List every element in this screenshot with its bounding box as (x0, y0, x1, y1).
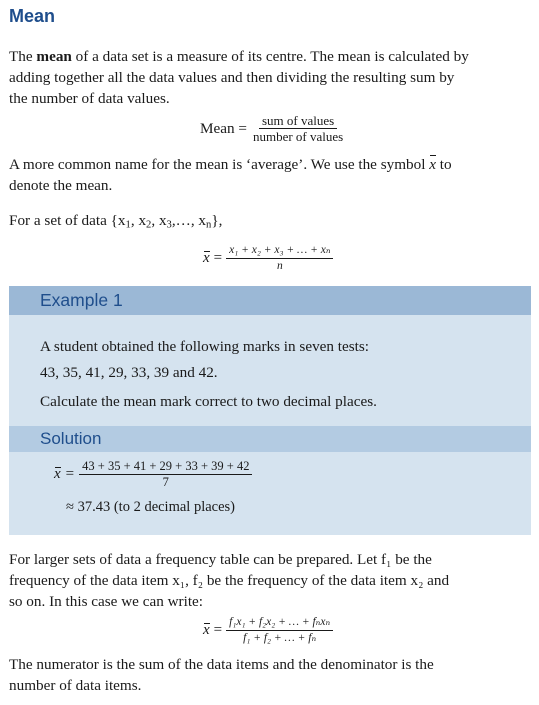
frequency-eq: = (213, 622, 223, 638)
intro-paragraph (9, 46, 531, 109)
intro-line-2: adding together all the data values and then dividing the resulting sum by (9, 69, 455, 86)
average-line-1: A more common name for the mean is ‘average’. We use the symbol x to (9, 156, 452, 173)
xbar-symbol: x (429, 156, 436, 173)
mean-formula (200, 113, 346, 144)
frequency-line-2: frequency of the data item x₁, f₂ be the frequency of the data item x₂ and (9, 572, 450, 589)
section-heading: Mean (9, 6, 56, 26)
xbar-formula-symbol: x (203, 250, 210, 266)
average-line-2: denote the mean. (9, 177, 113, 194)
xbar-numerator: x₁ + x₂ + x₃ + … + xₙ (226, 243, 333, 259)
solution-title: Solution (40, 429, 102, 448)
example-line-3: Calculate the mean mark correct to two decimal places. (40, 393, 377, 410)
solution-fraction (79, 459, 252, 490)
solution-result: ≈ 37.43 (to 2 decimal places) (66, 499, 236, 515)
xbar-formula-eq: = (213, 250, 223, 266)
frequency-xbar-symbol: x (203, 622, 210, 638)
average-paragraph (9, 154, 531, 196)
closing-paragraph (9, 654, 531, 696)
solution-eq: = (65, 466, 75, 482)
frequency-line-3: so on. In this case we can write: (9, 593, 204, 610)
solution-formula (54, 459, 252, 490)
closing-line-2: number of data items. (9, 677, 142, 694)
xbar-fraction (226, 243, 333, 274)
frequency-paragraph (9, 549, 531, 612)
mean-formula-lhs: Mean = (200, 119, 247, 137)
mean-numerator: sum of values (259, 113, 337, 129)
mean-term: mean (36, 48, 72, 65)
frequency-fraction (226, 615, 333, 646)
example-line-2: 43, 35, 41, 29, 33, 39 and 42. (40, 364, 218, 381)
solution-denominator: 7 (162, 475, 169, 489)
solution-numerator: 43 + 35 + 41 + 29 + 33 + 39 + 42 (79, 459, 252, 475)
xbar-formula (203, 243, 333, 274)
data-set-line: For a set of data {$x_1$, $x_2$, $x_3,\dots$, $x_n$}, (9, 212, 223, 231)
frequency-numerator: f₁x₁ + f₂x₂ + … + fₙxₙ (226, 615, 333, 631)
frequency-line-1: For larger sets of data a frequency table can be prepared. Let f₁ be the (9, 551, 432, 568)
intro-line-3: the number of data values. (9, 90, 170, 107)
example-title: Example 1 (40, 290, 123, 310)
example-line-1: A student obtained the following marks in seven tests: (40, 338, 370, 355)
solution-xbar-symbol: x (54, 466, 61, 482)
frequency-denominator: f₁ + f₂ + … + fₙ (243, 632, 317, 644)
closing-line-1: The numerator is the sum of the data items and the denominator is the (9, 656, 434, 673)
frequency-formula (203, 615, 333, 646)
mean-denominator: number of values (252, 129, 344, 144)
xbar-denominator: n (276, 260, 283, 272)
intro-line-1: The mean of a data set is a measure of its centre. The mean is calculated by (9, 48, 469, 65)
mean-fraction (250, 113, 346, 144)
